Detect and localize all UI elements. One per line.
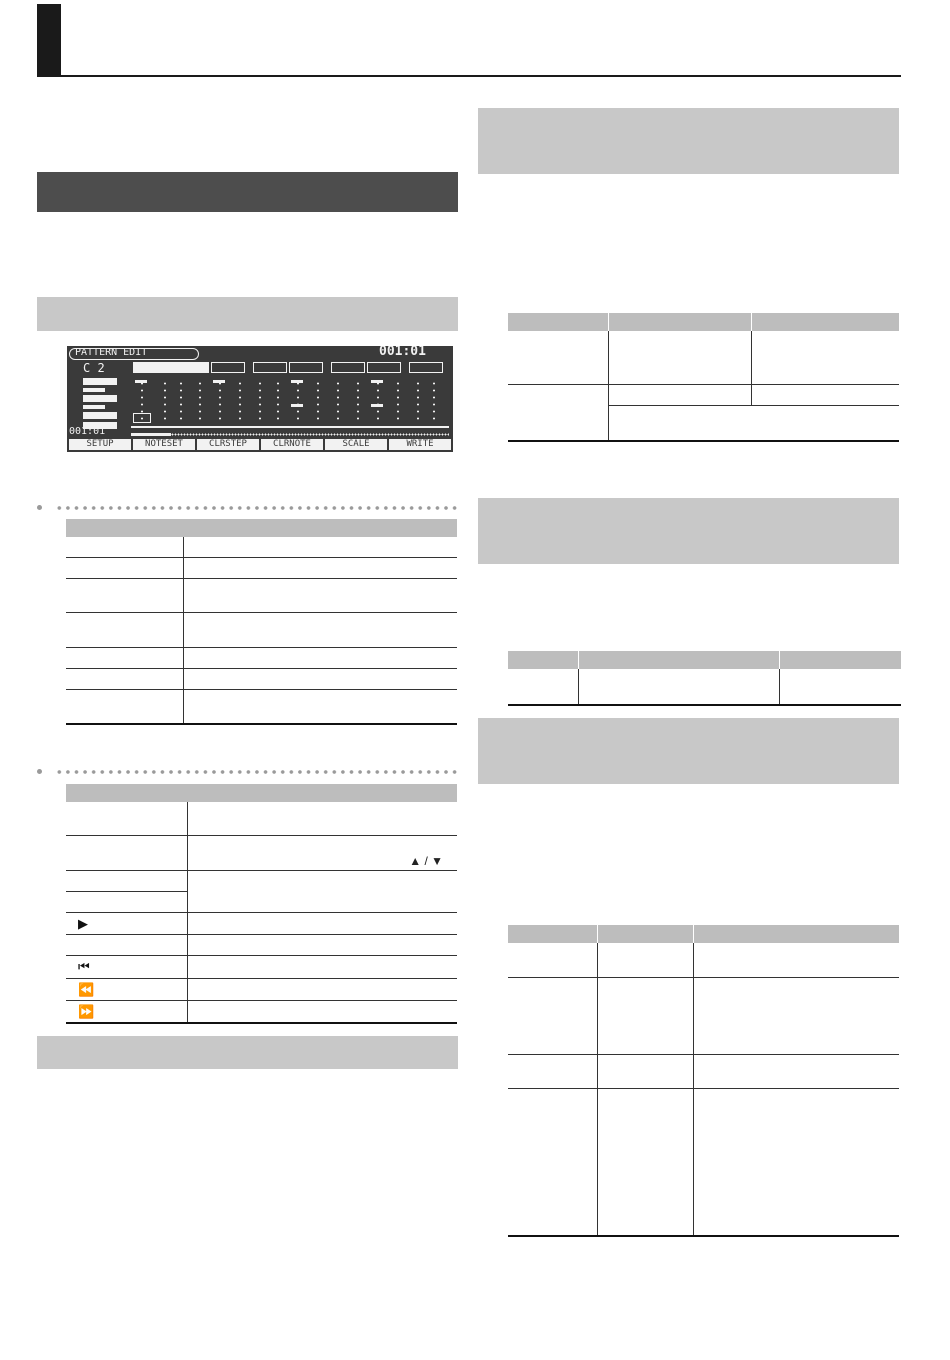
lcd-grid-column [337, 380, 339, 422]
lcd-step-cell [253, 362, 287, 373]
lcd-piano-key [83, 388, 105, 392]
lcd-step-cell [211, 362, 245, 373]
table-row [508, 943, 899, 978]
lcd-grid-column [433, 380, 435, 422]
right-table-2 [508, 651, 901, 706]
lcd-note-bar [291, 404, 303, 407]
play-icon: ▶ [78, 915, 88, 931]
lcd-title: PATTERN EDIT [75, 347, 148, 358]
header-rule [37, 75, 901, 77]
lcd-note: C 2 [83, 361, 105, 375]
lcd-position: 001:01 [379, 346, 426, 359]
lcd-grid-column [239, 380, 241, 422]
section-tab-marker [37, 4, 61, 76]
pattern-edit-lcd [67, 346, 453, 452]
table-row [508, 669, 901, 705]
lcd-note-bar [371, 404, 383, 407]
right-table-3 [508, 925, 899, 1237]
right-heading-bar-1 [478, 108, 899, 174]
lcd-note-bar [371, 380, 383, 383]
lcd-cursor [133, 413, 151, 423]
divider-bullet [37, 769, 42, 774]
lcd-piano-key [83, 395, 117, 402]
lcd-piano-key [83, 405, 105, 409]
right-table-1 [508, 313, 899, 442]
lcd-grid-column [377, 380, 379, 422]
table-row [66, 537, 457, 558]
lcd-grid-column [219, 380, 221, 422]
table-row [66, 1001, 457, 1024]
table-row [66, 613, 457, 648]
table-row [508, 978, 899, 1055]
lcd-grid-column [397, 380, 399, 422]
lcd-grid-column [199, 380, 201, 422]
table-row [66, 836, 457, 871]
lcd-grid-column [317, 380, 319, 422]
lcd-fkey-clrnote: CLRNOTE [261, 439, 323, 450]
lcd-fkey-scale: SCALE [325, 439, 387, 450]
lcd-fkey-setup: SETUP [69, 439, 131, 450]
subsection-heading-bar-2 [37, 1036, 458, 1069]
table-row [66, 871, 457, 892]
dotted-divider [55, 769, 459, 775]
table-row [508, 385, 899, 406]
lcd-progress-line [131, 426, 449, 428]
table-row [508, 1055, 899, 1089]
divider-bullet [37, 505, 42, 510]
lcd-fkey-noteset: NOTESET [133, 439, 195, 450]
table-row [66, 956, 457, 979]
subsection-heading-bar-1 [37, 297, 458, 331]
parameter-table [66, 519, 457, 725]
right-heading-bar-3 [478, 718, 899, 784]
lcd-fkey-write: WRITE [389, 439, 451, 450]
table-row [66, 802, 457, 836]
lcd-fkey-clrstep: CLRSTEP [197, 439, 259, 450]
transport-table [66, 784, 457, 1024]
lcd-grid-column [277, 380, 279, 422]
lcd-piano-key [83, 378, 117, 385]
lcd-grid-column [297, 380, 299, 422]
rewind-icon: ⏪ [78, 981, 95, 997]
lcd-step-cell [367, 362, 401, 373]
lcd-piano-key [83, 412, 117, 419]
section-heading-bar [37, 172, 458, 212]
lcd-grid-column [417, 380, 419, 422]
skip-to-start-icon: ⏮ [78, 959, 90, 974]
right-heading-bar-2 [478, 498, 899, 564]
lcd-step-cell [289, 362, 323, 373]
table-row [66, 669, 457, 690]
table-row [66, 579, 457, 613]
lcd-progress-fill [131, 433, 171, 436]
table-row [508, 1089, 899, 1237]
fast-forward-icon: ⏩ [78, 1003, 95, 1019]
lcd-grid-column [357, 380, 359, 422]
table-row [66, 648, 457, 669]
lcd-measure: 001:01 [69, 426, 106, 437]
table-row [66, 690, 457, 725]
lcd-step-cell [331, 362, 365, 373]
lcd-grid-column [259, 380, 261, 422]
lcd-progress-track [171, 433, 449, 436]
table-row [66, 558, 457, 579]
lcd-grid-column [164, 380, 166, 422]
lcd-note-bar [213, 380, 225, 383]
up-down-arrows-icon: ▲ / ▼ [409, 854, 443, 868]
table-row [66, 935, 457, 956]
table-row [66, 913, 457, 935]
lcd-step-cell [409, 362, 443, 373]
lcd-note-bar [135, 380, 147, 383]
table-row [66, 979, 457, 1001]
lcd-note-bar [291, 380, 303, 383]
dotted-divider [55, 505, 459, 511]
table-row [508, 331, 899, 385]
lcd-grid-column [180, 380, 182, 422]
lcd-step-cell [133, 362, 209, 373]
